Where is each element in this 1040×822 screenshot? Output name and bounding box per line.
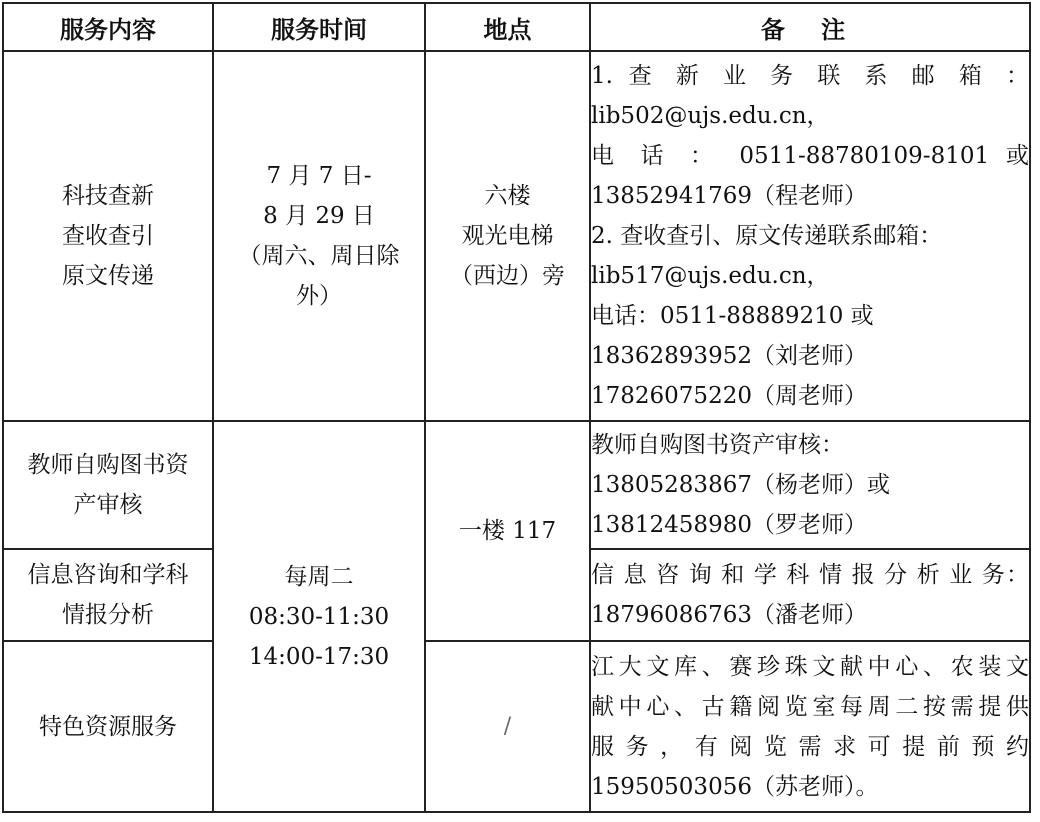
- note-line: 13852941769（程老师）: [591, 183, 867, 209]
- service-content-cell: [3, 51, 213, 421]
- weekly-time-cell: [213, 421, 425, 812]
- location-cell: 一楼 117: [425, 421, 590, 641]
- note-line: 江大文库、赛珍珠文献中心、农装文: [591, 653, 1029, 680]
- location-cell: /: [425, 641, 590, 812]
- note-line: 信 息 咨 询 和 学 科 情 报 分 析 业 务：: [591, 562, 1029, 588]
- header-notes: 备 注: [590, 3, 1030, 51]
- time-line: 08:30-11:30: [248, 603, 390, 630]
- service-name: 信息咨询和学科: [27, 562, 189, 588]
- location-line: 六楼: [484, 183, 531, 209]
- notes-cell: [590, 421, 1030, 549]
- service-name: 原文传递: [62, 263, 154, 289]
- time-line: （周六、周日除: [238, 243, 400, 269]
- header-content: 服务内容: [3, 3, 213, 51]
- table-row: [3, 641, 1030, 812]
- service-name: 科技查新: [62, 183, 154, 209]
- note-line: 15950503056（苏老师）。: [591, 773, 879, 800]
- service-name: 情报分析: [62, 602, 154, 628]
- note-line: 教师自购图书资产审核：: [591, 432, 844, 458]
- time-line: 7 月 7 日-: [266, 163, 372, 189]
- note-line: 1. 查 新 业 务 联 系 邮 箱 ：: [591, 63, 1029, 89]
- service-name: 产审核: [73, 492, 143, 518]
- service-content-cell: [3, 549, 213, 641]
- note-line: 2. 查收查引、原文传递联系邮箱：: [591, 223, 943, 249]
- header-place: 地点: [425, 3, 590, 51]
- table-row: [3, 51, 1030, 421]
- note-line: 电话：0511-88889210 或: [591, 303, 874, 329]
- note-line: 13805283867（杨老师）或: [591, 472, 890, 498]
- time-line: 8 月 29 日: [263, 203, 375, 229]
- note-line: 献中心、古籍阅览室每周二按需提供: [591, 693, 1029, 720]
- service-time-cell: [213, 51, 425, 421]
- note-line: 17826075220（周老师）: [591, 383, 867, 409]
- note-line: 18796086763（潘老师）: [591, 602, 867, 628]
- table-row: [3, 421, 1030, 549]
- service-schedule-table: [2, 2, 1031, 813]
- location-line: （西边）旁: [450, 263, 565, 289]
- service-name: 查收查引: [62, 223, 154, 249]
- service-content-cell: 特色资源服务: [3, 641, 213, 812]
- note-line: lib517@ujs.edu.cn，: [591, 263, 830, 289]
- note-line: 服 务 ， 有 阅 览 需 求 可 提 前 预 约: [591, 733, 1029, 760]
- location-cell: [425, 51, 590, 421]
- note-line: 电 话 ： 0511-88780109-8101 或: [591, 143, 1029, 169]
- service-content-cell: [3, 421, 213, 549]
- time-line: 外）: [296, 283, 342, 309]
- time-line: 14:00-17:30: [248, 643, 390, 670]
- location-line: 观光电梯: [461, 223, 554, 249]
- note-line: 13812458980（罗老师）: [591, 512, 867, 538]
- note-line: 18362893952（刘老师）: [591, 343, 867, 369]
- time-line: 每周二: [284, 563, 354, 590]
- header-row: [3, 3, 1030, 51]
- notes-cell: [590, 51, 1030, 421]
- service-name: 教师自购图书资: [27, 452, 189, 478]
- notes-cell: [590, 549, 1030, 641]
- note-line: lib502@ujs.edu.cn，: [591, 103, 830, 129]
- header-time: 服务时间: [213, 3, 425, 51]
- notes-cell: [590, 641, 1030, 812]
